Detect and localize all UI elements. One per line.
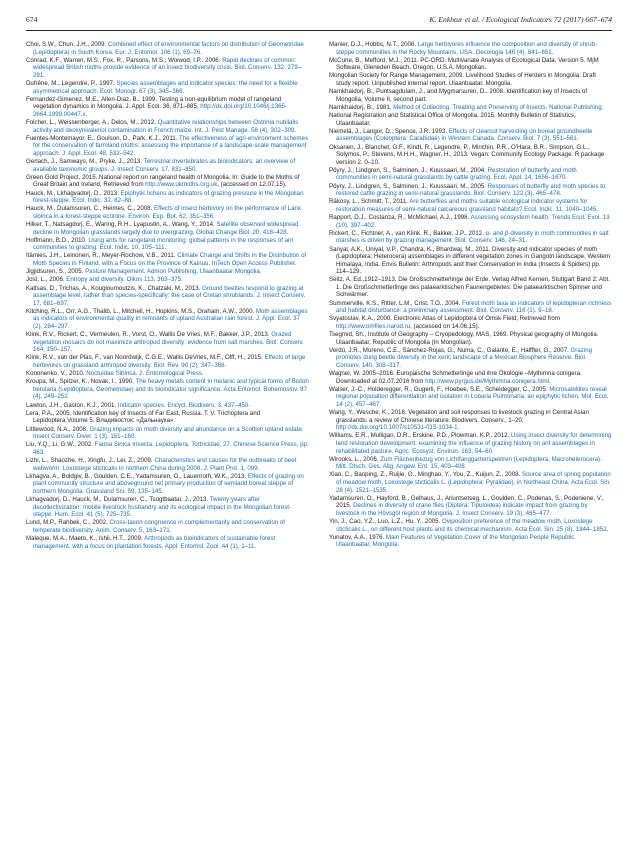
reference-entry: [26, 237, 309, 252]
reference-entry: [26, 370, 309, 378]
reference-entry: [329, 88, 612, 103]
reference-link[interactable]: Pasture Management. Admon Publishing, Ulaanbaatar Mongolia.: [85, 268, 262, 276]
reference-link[interactable]: Source area of spring population of meadow moth, Loxostege sticticalis L. (Lepidoptera: Pyralidae), in Northeast China. Acta Ecol. Sin. 28 (4), 1521–1535.: [336, 471, 611, 494]
reference-entry: [26, 331, 309, 354]
reference-link[interactable]: The heavy metals content in melanic and typical forms of Biston betularia (Lepidoptera, Geometridae) and its bioindicator significance. Acta Entomol. Bohemoslov. 87 (4), 249–252.: [33, 378, 309, 401]
reference-entry: [329, 144, 612, 167]
reference-text: Yunatov, A.A., 1976.: [329, 533, 386, 541]
reference-text: Jost, L., 2006.: [26, 276, 67, 284]
reference-text: Folcher, L., Weissenberger, A., Delos, M., 2012.: [26, 119, 158, 127]
reference-text: Lund, M.P., Rahbek, C., 2002.: [26, 519, 110, 527]
reference-entry: [26, 190, 309, 205]
reference-text: Kitching, R.L., Orr, A.G., Thalib, L., Mitchell, H., Hopkins, M.S., Graham, A.W., 2000.: [26, 307, 256, 315]
reference-text: Liu, Y.Q., Li, G.W., 2002.: [26, 441, 95, 449]
reference-link[interactable]: Satellite observed widespread decline in Mongolian grasslands largely due to overgrazing. Global Change Biol. 20, 418–428.: [33, 220, 299, 236]
reference-entry: [26, 285, 309, 308]
reference-entry: [329, 386, 612, 409]
reference-link[interactable]: http://dx.doi.org/10.1007/s10531-015-1034-1.: [336, 424, 460, 432]
page-number: 674: [26, 15, 38, 24]
reference-entry: [329, 198, 612, 213]
reference-link[interactable]: Oviposition preference of the meadow moth, Loxostege sticticalis L., on different host plants and its chemical mechanism. Acta Ecol. Sin. 25 (8), 1844–1852.: [336, 518, 609, 533]
reference-link[interactable]: Noctuidae Sibirica. 2. Entomological Press.: [86, 370, 204, 378]
reference-link[interactable]: Cross-taxon congruence in complementarity and conservation of temperate biodiversity. Anim. Conserv. 5, 163–171.: [33, 519, 285, 534]
reference-entry: [329, 128, 612, 143]
reference-link[interactable]: Declines in diversity of crane flies (Diptera: Tipuloidea) indicate impact from grazing by livestock in the Hövsgöl region of Mongolia. J. Insect Conserv. 19 (3), 465–477.: [336, 502, 588, 517]
reference-link[interactable]: Effects of insect herbivory on the performance of Larix sibirica in a forest-steppe ecotone. Environ. Exp. Bot. 62, 351–356.: [33, 205, 301, 220]
reference-text: Kononenko, V., 2010.: [26, 370, 87, 378]
reference-text: Namkhaidorj, B., Puntsagdulam, J., and Mygmarsuren, D., 2008. Identification key of Insects of Mongolia, Volume II, second part.: [329, 88, 588, 103]
reference-entry: [26, 473, 309, 496]
reference-link[interactable]: Large herbivores influence the composition and diversity of shrub-steppe communities in the Rocky Mountains, USA. Oecologia 146 (4), 641–651.: [336, 41, 597, 56]
references-column-right: [329, 41, 612, 551]
reference-link[interactable]: Grazing impacts on moth diversity and abundance on a Scottish upland estate. Insect Conserv. Diver. 1 (3), 151–160.: [33, 425, 304, 441]
reference-text: Rickert, C., Fichtner, A., van Klink, R., Bakker, J.P., 2012.: [329, 229, 486, 237]
reference-entry: [26, 119, 309, 134]
reference-link[interactable]: Microsatellites reveal regional population differentiation and isolation in Lobaria Pulmonaria, an epiphytic lichen. Mol. Ecol. 14 (2), 457–467.: [336, 385, 609, 408]
reference-entry: [329, 409, 612, 432]
reference-text: Yin, J., Cao, Y.Z., Luo, L.Z., Hu, Y., 2005.: [329, 518, 442, 526]
reference-text: Lkhagvadorj, D., Hauck, M., Dulamsuren, C., Tsogtbaatar, J., 2013.: [26, 496, 210, 504]
reference-text-suffix: , (accessed on 12.07.15).: [217, 181, 287, 189]
reference-entry: [329, 57, 612, 72]
reference-entry: [26, 496, 309, 519]
reference-link[interactable]: Effects of large herbivores on grassland arthropod diversity. Biol. Rev. 90 (2), 347–366.: [33, 354, 306, 369]
reference-link[interactable]: Using insect diversity for determining land restoration development: examining the influence of grazing history on ant assemblages in rehabilitated pasture. Agric. Ecosyst. Environ. 163, 54–60.: [336, 432, 612, 455]
reference-entry: [329, 534, 612, 549]
reference-link[interactable]: Rapid declines of common: widespread British moths provide evidence of an insect biodiversity crisis. Biol. Conserv. 132, 279–291.: [33, 56, 302, 79]
reference-entry: [329, 315, 612, 330]
reference-entry: [26, 378, 309, 401]
reference-text: Walser, J.-C., Holderegger, R., Gugerli, F., Hoebee, S.E., Scheidegger, C., 2005.: [329, 385, 550, 393]
reference-text-suffix: , (accessed on 14.06.15).: [410, 322, 480, 330]
reference-link[interactable]: Using ants for rangeland monitoring: global patterns in the responses of ant communities to grazing. Ecol. Indic. 10, 105–111.: [33, 236, 294, 252]
reference-text: Wang, Y., Wesche, K., 2016. Vegetation and soil responses to livestock grazing in Central Asian grasslands: a review of Chinese literature. Biodivers. Conserv., 1–20,: [329, 409, 589, 424]
reference-entry: [329, 347, 612, 370]
reference-link[interactable]: Restoration of butterfly and moth communities in semi-natural grasslands by cattle grazing. Ecol. Appl. 14, 1656–1670.: [336, 166, 577, 182]
reference-link[interactable]: Main Features of Vegetation Cover of the Mongolian People Republic. Ulaanbaatar, Mongolia.: [336, 533, 577, 549]
reference-link[interactable]: Entropy and diversity. Oikos 113, 363–375.: [66, 276, 183, 284]
reference-entry: [26, 268, 309, 276]
reference-text: Hauck, M., Dulamsuren, C., Heimes, C., 2008.: [26, 205, 154, 213]
reference-text: Littlewood, N.A., 2008.: [26, 425, 90, 433]
reference-link[interactable]: Indicator species. Encycl. Biodivers. 3, 437–450.: [117, 401, 250, 409]
reference-entry: [26, 205, 309, 220]
reference-link[interactable]: Characteristics and causes for the outbreaks of beet webworm. Loxostege sticticalis in northern China during 2008. J. Plant Prot. 1, 009.: [33, 457, 297, 472]
reference-entry: [329, 167, 612, 182]
page-header: [26, 14, 612, 26]
reference-link[interactable]: Twenty years after decollectivization: mobile livestock husbandry and its ecological impact in the Mongolian forest-steppe. Hum. Ecol. 41 (5), 725–735.: [33, 496, 292, 519]
reference-entry: [26, 57, 309, 80]
reference-text: Fernandez-Gimenez, M.E., Allen-Diaz, B., 1999. Testing a non-equilibrium model of rangeland vegetation dynamics in Mongolia. J. Appl. Ecol. 36, 871–885,: [26, 95, 282, 111]
reference-entry: [26, 252, 309, 267]
reference-link[interactable]: Are butterflies and moths suitable ecological indicator systems for restoration measures of semi-natural calcareous grassland habitats? Ecol. Indic. 11, 1040–1045.: [336, 198, 599, 213]
reference-entry: [26, 410, 309, 425]
reference-entry: [329, 300, 612, 315]
reference-text: Mongolian Society for Range Management, 2009. Livelihood Studies of Herders in Mongolia: Draft study report. Unpublished internal report. Ulaanbaatar. Mongolia.: [329, 72, 596, 88]
reference-entry: [329, 370, 612, 385]
reference-entry: [329, 471, 612, 494]
reference-text: Wirooks, L., 2006.: [329, 455, 381, 463]
reference-link[interactable]: Effects of clearcut harvesting on boreal groundbeetle assemblages (Coleoptera: Carabidae) in Western Canada. Conserv. Biol. 7 (3), 551–561.: [336, 127, 593, 143]
reference-text: Pöyry, J., Lindgren, S., Salminen, J., Kuussaari, M., 2005.: [329, 182, 488, 190]
reference-text: Williams, E.R., Mulligan, D.R., Erskine, P.D., Plowman, K.P., 2012.: [329, 432, 512, 440]
reference-text: Oksanen, J., Blanchet, G.F., Kindt, R., Legendre, P., Minchin, P.R., O'Hara, B.R., Simpson, G.L., Solymos, P., Stevens, M.H.H., Wagner, H., 2013. Vegan: Community Ecology Package. R package version 2. 0–10.: [329, 143, 605, 166]
reference-entry: [329, 246, 612, 276]
reference-entry: [329, 41, 612, 56]
reference-link[interactable]: Assessing ecosystem health. Trends Ecol. Evol. 13 (10), 397–402.: [336, 214, 610, 229]
reference-entry: [26, 457, 309, 472]
reference-text: Itämies, J.H., Leinonen, R., Meyer-Rochow, V.B., 2011.: [26, 252, 178, 260]
reference-link[interactable]: Climate Change and Shifts in the Distribution of Moth Species in Finland, with a Focus on the Province of Kainuu. InTech Open Access Publisher.: [33, 252, 307, 267]
reference-text: Dufrêne, M., Legendre, P., 1997.: [26, 80, 117, 88]
reference-entry: [329, 72, 612, 87]
reference-entry: [26, 221, 309, 236]
reference-link[interactable]: Epiphytic lichens as indicators of grazing pressure in the Mongolian forest-steppe. Ecol. Indic. 32, 82–88.: [33, 189, 304, 205]
reference-entry: [329, 214, 612, 229]
reference-text: Pöyry, J., Lindgren, S., Salminen, J., Kuussaari, M., 2004.: [329, 166, 488, 174]
reference-text: Namkhaidorj, B., 1981.: [329, 103, 394, 111]
reference-link[interactable]: The effectiveness of agri-environment schemes for the conservation of farmland moths: assessing the importance of a landscape-scale management approach. J. Appl. Ecol. 48, 532–542.: [33, 134, 308, 157]
reference-entry: [26, 354, 309, 369]
reference-link[interactable]: Responses of butterfly and moth species to restored cattle grazing in semi-natural grasslands. Biol. Conserv. 122 (3), 465–478.: [336, 182, 606, 198]
reference-text: National Registration and Statistical Office of Mongolia, 2015. Monthly Bulletin of Statistics, Ulaanbaatar.: [329, 112, 576, 127]
reference-link[interactable]: Quantitative relationships between Ostrinia nubilalis activity and deoxynivalenol contamination in French maize. Int. J. Pest Manage. 58 (4), 302–309.: [33, 119, 299, 134]
reference-entry: [26, 80, 309, 95]
reference-text: Hauck, M., Lkhagvadorj, D., 2013.: [26, 189, 121, 197]
reference-text: Klink, R.V., Rickert, C., Vermeulen, R., Vorst, O., Wallis De Vries, M.F., Bakker, J.P., 2013.: [26, 331, 272, 339]
reference-text: Niemelä, J., Langor, D., Spence, J.R. 1993.: [329, 127, 449, 135]
reference-link[interactable]: http://www.pyrgus.de/Mythimna.conigera.html: [425, 377, 549, 385]
reference-entry: [329, 112, 612, 127]
reference-entry: [329, 495, 612, 518]
reference-link[interactable]: http://www.ukmoths.org.uk: [145, 181, 218, 189]
reference-entry: [26, 158, 309, 173]
reference-text: McCune, B., Mefford, M.J., 2011. PC-ORD. Multivariate Analysis of Ecological Data. Version 5. MjM Software, Gleneden Beach, Oregon, U.S.A. Mongolian.: [329, 56, 599, 72]
reference-text-suffix: .: [549, 377, 551, 385]
reference-text: Tsegmid, Sh., Institute of Geography – Cryopedology, MAS, 1969. Physical geography of Mongolia. Ulaanbaatar, Republic of Mongolia (In Mongolian).: [329, 331, 599, 346]
reference-link[interactable]: Moth assemblages as indicators of environmental quality in remnants of upland Australian rain forest. J. Appl. Ecol. 37 (2), 284–297.: [33, 307, 308, 330]
reference-entry: [329, 276, 612, 299]
reference-text: Sanyal, A.K., Uniyal, V.P., Chandra, K., Bhardwaj, M., 2011. Diversity and indicator species of moth (Lepidoptera: Heterocera) assemblages in different vegetation zones in Gangotri landscape, Western Himalaya, India. Envis Bulletin: Arthropods and their Conservation in India (Insects & Spiders) pp. 114–129.: [329, 245, 611, 276]
reference-entry: [26, 96, 309, 119]
reference-text: Jigjidsuren, S., 2005.: [26, 268, 86, 276]
reference-text: Hoffmann, B.D., 2010.: [26, 236, 89, 244]
reference-text: Summerville, K.S., Ritter, L.M., Crist, T.O., 2004.: [329, 299, 462, 307]
reference-text: Klink, R.V., van der Plas, F., van Noordwijk, C.G.E., Wallis DeVries, M.F., Olff, H., 2015.: [26, 354, 265, 362]
reference-link[interactable]: Terrestrial invertebrates as bioindicators: an overview of available taxonomic groups. J. Insect Conserv. 17, 831–850.: [33, 158, 296, 173]
running-head: K. Enkhtur et al. / Ecological Indicators 72 (2017) 667–674: [429, 15, 612, 24]
reference-text: Kaltsas, D., Trichas, A., Kougioumoutzis, K., Chatzaki, M., 2013.: [26, 284, 203, 292]
reference-link[interactable]: Ground beetles respond to grazing at assemblage level, rather than species-specifically: the case of Cretan shrublands. J. Insect Conserv. 17, 681–697.: [33, 284, 306, 307]
reference-link[interactable]: http://www.omflies.narod.ru: [336, 322, 411, 330]
reference-link[interactable]: Species assemblages and indicator species: the need for a flexible asymmetrical approach. Ecol. Monogr. 67 (3), 345–366.: [33, 80, 298, 95]
reference-entry: [329, 518, 612, 533]
reference-link[interactable]: Fauna Sinica Insecta. Lepidoptera, Tortricidae, 27. Chinese Science Press, pp. 463.: [33, 441, 309, 456]
reference-text: Verdú, J.R., Moreno, C.E., Sánchez-Rojas, G., Numa, C., Galante, E., Halffter, G., 2007.: [329, 346, 571, 354]
reference-entry: [329, 432, 612, 455]
reference-entry: [26, 441, 309, 456]
reference-link[interactable]: Combined effect of environmental factors on distribution of Geometridae (Lepidoptera) in South Korea. Eur. J. Entomol. 106 (1), 69–76.: [33, 41, 304, 56]
reference-entry: [329, 104, 612, 112]
reference-link[interactable]: Forest moth taxa as indicators of lepidopteran richness and habitat disturbance: a preliminary assessment. Biol. Conserv. 116 (1), 9–18.: [336, 299, 612, 315]
reference-entry: [26, 174, 309, 189]
reference-text: Maleque, M.A., Maeto, K., Ishii, H.T., 2009.: [26, 535, 145, 543]
references-column-left: [26, 41, 309, 551]
reference-link[interactable]: α- and β-diversity in moth communities in salt marshes is driven by grazing management. Biol. Conserv. 146, 24–31.: [336, 229, 609, 245]
reference-text: Yadamsuren, O., Hayford, B., Gelhaus, J., Ariuntsetseg, L., Goulden, C., Podenas, S., Podeniene, V., 2015.: [329, 494, 604, 510]
reference-entry: [26, 535, 309, 550]
references-body: [26, 41, 612, 551]
reference-entry: [26, 402, 309, 410]
reference-entry: [329, 230, 612, 245]
reference-text: Rapport, D.J., Costanza, R., McMichael, A.J., 1998.: [329, 214, 471, 222]
reference-entry: [329, 456, 612, 471]
reference-text: Gerlach, J., Samways, M., Pryke, J., 2013.: [26, 158, 144, 166]
reference-entry: [329, 183, 612, 198]
reference-text: Xiao, C., Baoping, Z., Ruijie, G., Minghao, Y., You, Z., Kuijun, Z., 2008.: [329, 471, 522, 479]
reference-text: Wagner, W. 2005–2016. Europäische Schmetterlinge und ihre Ökologie –Mythimna conigera. Downloaded at 02.07.2016 from: [329, 370, 582, 385]
reference-text: Manier, D.J., Hobbs, N.T., 2006.: [329, 41, 418, 48]
reference-entry: [26, 308, 309, 331]
reference-text: Hilker, T., Natsagdorj, E., Waring, R.H., Lyapustin, A., Wang, Y., 2014.: [26, 220, 217, 228]
reference-text: Seitz, A. Ed.,1912–1913. Die Großschmetterlinge der Erde. Verlag Alfred Kernen, Stuttgart Band 2: Abt. 1. Die Großschmetterlinge des palaearktischen Faunengebietes: Die palaearktischen Spinner und Schwärmer.: [329, 276, 610, 299]
reference-link[interactable]: Grazing promotes dung beetle diversity in the xeric landscape of a Mexican Biosphere Reserve. Biol. Conserv. 140, 308–317.: [336, 346, 593, 369]
reference-text: Kroupa, M., Spitzer, K., Novak, I., 1990.: [26, 378, 136, 386]
reference-entry: [329, 331, 612, 346]
reference-entry: [26, 426, 309, 441]
reference-text: Lera, P.A., 2005. Identification key of Insects of Far East, Russia. T. V. Trichoptera and Lepidoptera.Volume 5. Владивосток: «Дальнаука».: [26, 409, 261, 425]
reference-text: Choi, S.W., Chun, J.H., 2009.: [26, 41, 108, 48]
reference-link[interactable]: Grazed vegetation mosaics do not maximize arthropod diversity: evidence from salt marshes. Biol. Conserv. 164, 150–157.: [33, 331, 304, 354]
reference-link[interactable]: http://dx.doi.org/10.1046/j.1365-2664.1999.00447.x.: [33, 103, 287, 118]
reference-link[interactable]: Method of Collecting, Treating and Preserving of Insects. National Publishing.: [393, 103, 604, 111]
reference-text: Svyatoslav, K.A., 2000. Electronic Atlas of Lepidoptera of Omsk Field, Retrieved from: [329, 315, 560, 323]
reference-entry: [26, 519, 309, 534]
reference-text: Lizhi, L., Shaozhe, H., Xingfu, J., Lei, Z., 2009.: [26, 457, 155, 464]
reference-text: Rákosy, L., Schmitt, T., 2011.: [329, 198, 410, 206]
reference-link[interactable]: Arthropods as bioindicators of sustainable forest management, with a focus on plantation forests. Appl. Entomol. Zool. 44 (1), 1–11.: [33, 535, 276, 550]
reference-link[interactable]: Effects of grazing on plant community structure and aboveground net primary production of semiarid boreal steppe of northern Mongolia. Grassland Sci. 59, 135–145.: [33, 472, 304, 495]
reference-entry: [26, 276, 309, 284]
reference-text: Lawton, J.H., Gaston, K.J., 2001.: [26, 401, 118, 409]
reference-text: Fuentes-Montemayor, E., Goulson, D., Park, K.J., 2011.: [26, 134, 180, 142]
reference-text: Lkhagva, A., Boldgiv, B., Goulden, C.E., Yadamsuren, O., Lauenroth, W.K., 2013.: [26, 472, 248, 480]
reference-entry: [26, 41, 309, 56]
reference-text: Conrad, K.F., Warren, M.S., Fox, R., Parsons, M.S., Woiwod, I.P., 2006.: [26, 56, 223, 64]
reference-link[interactable]: Zum Flächenbezug von Lichtfanggartenspektren (Lepidoptera, Macroheterocera). Mitt. Dtsch. Ges. Allg. Angew. Ent. 15, 403–408.: [336, 455, 602, 471]
reference-text: Green Gold Project, 2015. National report on rangeland health of Mongolia. In: Guide to the Moths of Great Britain and Ireland, Retrieved from: [26, 173, 300, 189]
header-rule: [26, 30, 612, 31]
reference-entry: [26, 135, 309, 158]
